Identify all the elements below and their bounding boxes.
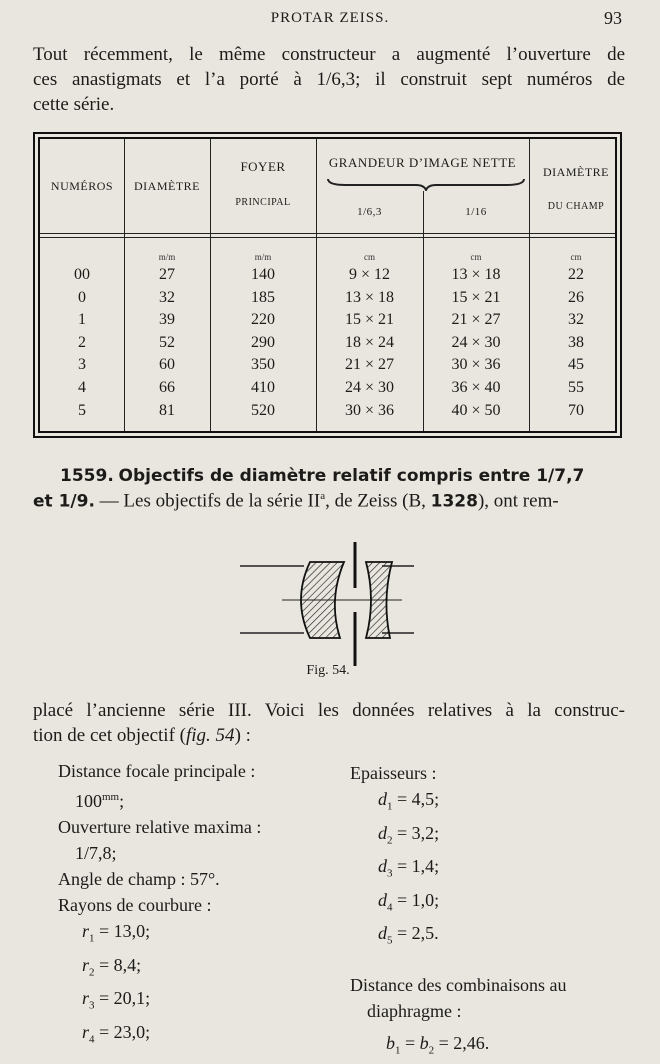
intro-line: Tout récemment, le même constructeur a augmenté l’ouverture de [33,44,625,65]
focal-label: Distance focale principale : [58,761,256,781]
cell-grandeur-1-16: 15 × 21 [451,288,501,306]
rayons-list [58,918,261,1052]
value: = 23,0; [94,1021,151,1042]
running-head [0,8,660,32]
symbol: d [378,789,387,809]
symbol: d [378,856,387,877]
text-run: tion de cet objectif ( [33,725,186,746]
unit-1-16: cm [470,252,482,262]
cell-grandeur-1-16: 24 × 30 [451,333,501,351]
after-figure-line-2 [33,723,625,748]
intro-line: cette série. [33,94,115,115]
cell-diametre-champ: 22 [568,266,584,283]
lens-table [33,132,622,438]
section-text: ), ont rem- [477,490,559,512]
header-foyer: FOYER [240,159,286,174]
value: = 2,5. [392,923,439,944]
header-du-champ: DU CHAMP [547,201,605,212]
section-text: — Les objectifs de la série II [94,490,321,512]
subscript: 3 [387,867,393,880]
cell-numero: 4 [78,379,86,396]
rayons-label: Rayons de courbure : [58,895,212,915]
header-grandeur: GRANDEUR D’IMAGE NETTE [328,155,517,170]
cell-diametre: 52 [159,333,175,351]
subscript: 1 [387,800,393,813]
header-1-16: 1/16 [465,206,487,218]
subscript: 2 [387,834,393,847]
distance-label: Distance des combinaisons au [350,974,567,995]
cell-grandeur-1-16: 13 × 18 [451,266,501,283]
focal-number: 100 [75,791,102,811]
epaisseur-row [350,887,566,921]
header-rule [40,233,615,238]
section-number: 1559. [60,466,114,486]
epaisseurs-list [350,786,566,954]
rayon-row [58,918,261,952]
cell-diametre: 27 [159,266,175,283]
cell-grandeur-1-6-3: 9 × 12 [348,266,391,283]
b-sub-1: 1 [395,1044,401,1057]
header-diametre-champ: DIAMÈTRE [543,165,609,179]
cell-foyer: 410 [251,379,275,396]
cell-diametre-champ: 26 [568,288,584,306]
subscript: 1 [89,932,95,945]
cell-numero: 0 [78,288,86,306]
focal-end: ; [119,791,125,811]
epaisseur-row [350,786,566,820]
series-superscript: a [320,490,326,502]
rayon-row [58,1019,261,1053]
subscript: 2 [89,966,95,979]
symbol: d [378,889,387,910]
unit-1-6-3: cm [364,252,375,262]
symbol: d [378,822,387,843]
symbol: r [82,1021,90,1042]
distance-label-2: diaphragme : [367,1000,462,1021]
cell-diametre-champ: 32 [568,311,584,329]
epaisseurs-label: Epaisseurs : [350,763,437,783]
b-symbol: b [386,1032,395,1053]
angle-de-champ: Angle de champ : 57°. [58,869,220,889]
cell-grandeur-1-6-3: 21 × 27 [344,356,395,374]
cell-diametre-champ: 45 [568,356,584,374]
cell-foyer: 290 [251,333,275,351]
left-column [58,758,261,1052]
b-mid: = [400,1032,420,1053]
value: = 3,2; [392,822,440,843]
figure-ref: fig. 54 [186,725,235,746]
epaisseur-row [350,820,566,854]
subscript: 4 [89,1033,95,1046]
running-title: PROTAR ZEISS. [270,10,390,26]
cell-grandeur-1-16: 21 × 27 [451,311,501,329]
b-values [350,1030,566,1064]
after-figure-paragraph [33,698,625,748]
cell-numero: 3 [78,356,86,374]
cell-numero: 5 [78,401,86,419]
value: = 4,5; [392,789,440,809]
header-principal: PRINCIPAL [235,197,291,208]
ouverture-label: Ouverture relative maxima : [58,817,262,837]
after-figure-line: placé l’ancienne série III. Voici les données relatives à la construc- [33,700,625,721]
value: = 8,4; [94,954,142,975]
cell-grandeur-1-6-3: 15 × 21 [344,311,395,329]
section-heading [60,465,624,487]
cell-foyer: 185 [251,288,275,306]
subscript: 4 [387,901,393,914]
cell-numero: 2 [78,333,86,351]
cell-diametre: 39 [159,311,175,329]
cell-diametre: 81 [159,401,175,419]
section-title-end: et 1/9. [33,491,95,512]
epaisseur-row [350,853,566,887]
symbol: r [82,954,90,975]
cell-grandeur-1-16: 40 × 50 [451,401,501,419]
cell-foyer: 140 [251,266,275,283]
subscript: 5 [387,934,393,947]
cell-diametre-champ: 55 [568,379,584,396]
rayon-row [58,985,261,1019]
cell-grandeur-1-6-3: 13 × 18 [344,288,395,306]
cell-numero: 00 [74,266,90,283]
symbol: r [82,988,90,1009]
figure-caption: Fig. 54. [306,663,350,678]
cell-diametre-champ: 38 [568,333,584,351]
cell-diametre-champ: 70 [568,401,584,419]
header-diametre: DIAMÈTRE [134,179,200,193]
brace-icon [326,177,526,191]
unit-diametre: m/m [158,252,176,262]
intro-paragraph [33,42,625,117]
subscript: 3 [89,999,95,1012]
cell-foyer: 350 [251,356,275,374]
cell-diametre: 66 [159,379,175,396]
cell-foyer: 520 [251,401,275,419]
header-1-6-3: 1/6,3 [357,206,382,218]
intro-line: ces anastigmats et l’a porté à 1/6,3; il construit sept numéros de [33,69,625,90]
cell-foyer: 220 [251,311,275,329]
cell-grandeur-1-16: 36 × 40 [451,379,501,396]
section-ref: 1328 [430,491,478,512]
b-symbol-2: b [419,1032,429,1053]
focal-unit: mm [102,791,120,803]
cell-grandeur-1-6-3: 18 × 24 [344,333,395,351]
header-numeros: NUMÉROS [50,179,114,193]
focal-value [58,784,261,814]
ouverture-value: 1/7,8; [75,843,117,863]
cell-grandeur-1-6-3: 24 × 30 [344,379,395,396]
page-number: 93 [604,8,622,28]
cell-diametre: 60 [159,356,175,374]
section-continuation [33,490,625,512]
value: = 13,0; [94,921,151,941]
lens-diagram [232,540,422,670]
lens-table-inner [38,137,617,433]
value: = 1,0; [392,889,440,910]
rayon-row [58,952,261,986]
symbol: d [378,923,387,944]
symbol: r [82,921,90,941]
b-value: = 2,46. [434,1032,490,1053]
value: = 1,4; [392,856,440,877]
right-column [350,760,566,1064]
cell-numero: 1 [78,311,86,329]
unit-foyer: m/m [254,252,272,262]
value: = 20,1; [94,988,151,1009]
section-title: Objectifs de diamètre relatif compris entre 1/7,7 [118,466,585,486]
cell-grandeur-1-16: 30 × 36 [451,356,501,374]
epaisseur-row [350,920,566,954]
text-run: ) : [234,725,251,746]
cell-grandeur-1-6-3: 30 × 36 [344,401,395,419]
cell-diametre: 32 [159,288,175,306]
b-sub-2: 2 [428,1044,435,1057]
section-text: , de Zeiss (B, [325,490,426,512]
unit-champ: cm [570,252,582,262]
